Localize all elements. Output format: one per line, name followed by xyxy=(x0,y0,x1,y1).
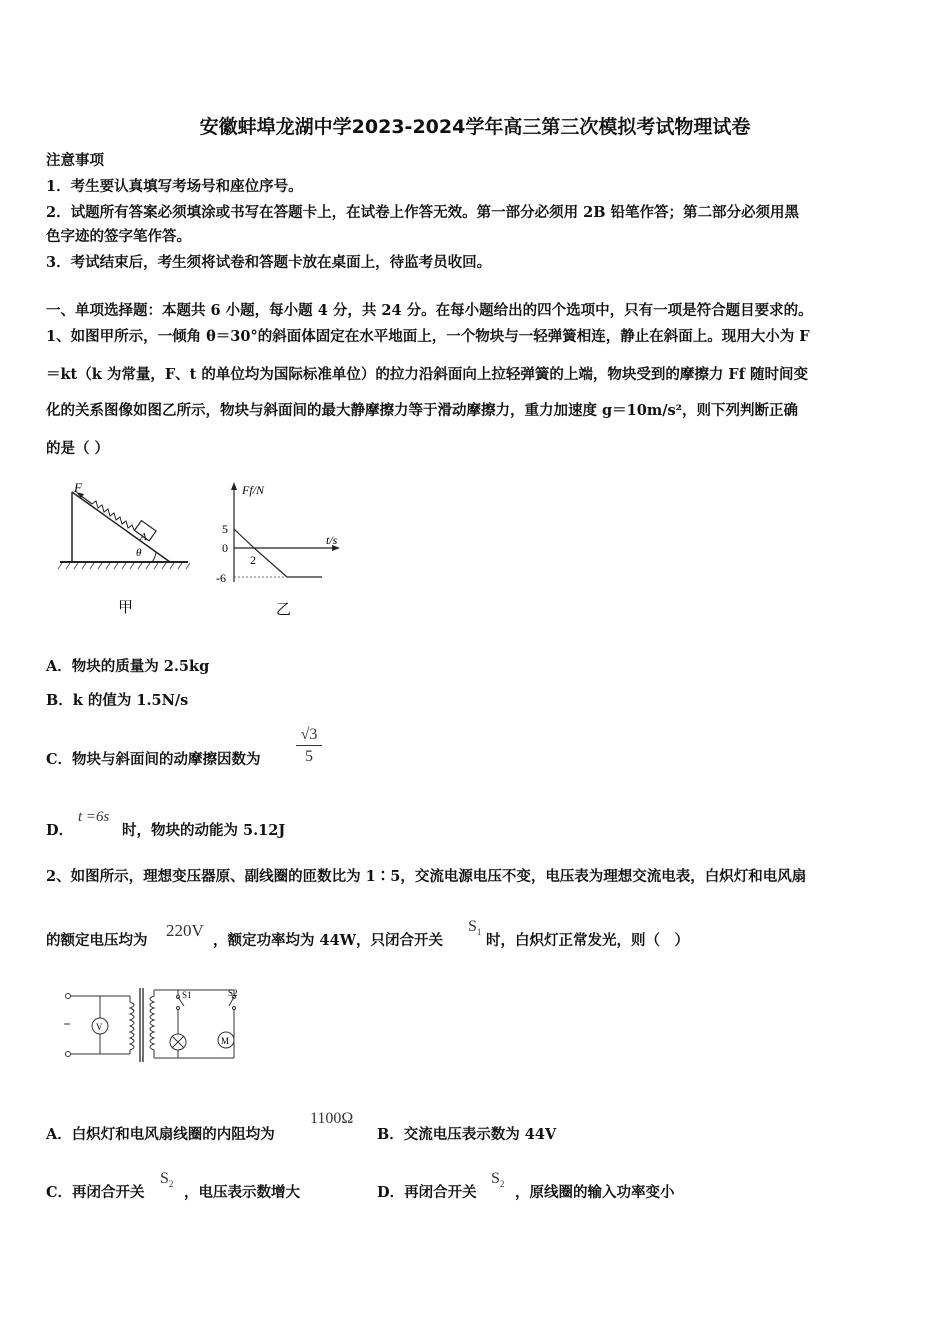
notice-heading: 注意事项 xyxy=(46,152,104,169)
fraction-numerator: √3 xyxy=(296,726,322,746)
q2-text-line: 2、如图所示，理想变压器原、副线圈的匝数比为 1∶5，交流电源电压不变，电压表为理想交流电表，白炽灯和电风扇 xyxy=(46,868,807,885)
x-axis-label: t/s xyxy=(326,533,338,547)
page-title: 安徽蚌埠龙湖中学2023-2024学年高三第三次模拟考试物理试卷 xyxy=(199,116,751,138)
label-theta: θ xyxy=(136,547,142,559)
caption-yi: 乙 xyxy=(276,602,292,618)
y-axis-label: Ff/N xyxy=(242,483,265,497)
notice-item: 2．试题所有答案必须填涂或书写在答题卡上，在试卷上作答无效。第一部分必须用 2B 铅笔作答；第二部分必须用黑 xyxy=(46,204,800,221)
q2-option-d-switch: $S_2$ xyxy=(491,1170,505,1190)
q2-option-c-switch: $S_2$ xyxy=(160,1170,174,1190)
notice-item: 3．考试结束后，考生须将试卷和答题卡放在桌面上，待监考员收回。 xyxy=(46,254,492,271)
tick-2: 2 xyxy=(250,553,256,567)
section-heading: 一、单项选择题：本题共 6 小题，每小题 4 分，共 24 分。在每小题给出的四个选项中，只有一项是符合题目要求的。 xyxy=(46,302,813,319)
mu-fraction xyxy=(296,726,322,766)
notice-item: 1．考生要认真填写考场号和座位序号。 xyxy=(46,178,303,195)
q1-option-b: B．k 的值为 1.5N/s xyxy=(46,692,189,709)
s2-label: S2 xyxy=(228,988,238,998)
q1-option-a: A．物块的质量为 2.5kg xyxy=(46,658,210,675)
q2-option-a: A．白炽灯和电风扇线圈的内阻均为 xyxy=(46,1126,275,1143)
q2-option-d-text: ，原线圈的输入功率变小 xyxy=(515,1184,675,1201)
q1-option-d-math: t =6s xyxy=(78,809,110,825)
s1-label: S1 xyxy=(182,990,192,1000)
figure-transformer-circuit xyxy=(58,974,248,1074)
motor-label: M xyxy=(221,1036,230,1046)
q2-option-c: C．再闭合开关 xyxy=(46,1184,145,1201)
q2-option-d: D．再闭合开关 xyxy=(377,1184,477,1201)
voltmeter-label: V xyxy=(96,1022,103,1032)
q1-option-c: C．物块与斜面间的动摩擦因数为 xyxy=(46,751,261,768)
q2-option-a-math: 1100Ω xyxy=(310,1110,354,1127)
figure-incline xyxy=(56,478,196,618)
q1-text-line: ＝kt（k 为常量，F、t 的单位均为国际标准单位）的拉力沿斜面向上拉轻弹簧的上端，物块受到的摩擦力 Ff 随时间变 xyxy=(46,366,809,383)
tick-5: 5 xyxy=(222,522,228,536)
caption-jia: 甲 xyxy=(118,600,134,616)
q2-option-c-text: ，电压表示数增大 xyxy=(184,1184,300,1201)
q2-option-b: B．交流电压表示数为 44V xyxy=(377,1126,557,1143)
label-F: F xyxy=(74,480,82,495)
label-A: A xyxy=(140,531,147,543)
fraction-denominator: 5 xyxy=(305,748,313,765)
q1-option-d-prefix: D． xyxy=(46,822,74,839)
q1-text-line: 的是（ ） xyxy=(46,440,110,457)
q1-text-line: 化的关系图像如图乙所示，物块与斜面间的最大静摩擦力等于滑动摩擦力，重力加速度 g＝10m/s²，则下列判断正确 xyxy=(46,402,799,419)
q2-text-line: ，额定功率均为 44W，只闭合开关 xyxy=(213,932,444,949)
q1-text-line: 1、如图甲所示，一倾角 θ＝30°的斜面体固定在水平地面上，一个物块与一轻弹簧相连，静止在斜面上。现用大小为 F xyxy=(46,328,810,345)
notice-item: 色字迹的签字笔作答。 xyxy=(46,228,191,245)
q2-voltage: 220V xyxy=(166,921,204,940)
q2-switch-s1: $S_1$ xyxy=(468,918,482,938)
q1-option-d-text: 时，物块的动能为 5.12J xyxy=(122,822,286,839)
tick-neg6: -6 xyxy=(216,571,226,585)
q2-text-line: 的额定电压均为 xyxy=(46,932,148,949)
q2-text-line: 时，白炽灯正常发光，则（ ） xyxy=(486,932,689,949)
tick-0: 0 xyxy=(222,541,228,555)
figure-friction-graph xyxy=(210,478,360,623)
